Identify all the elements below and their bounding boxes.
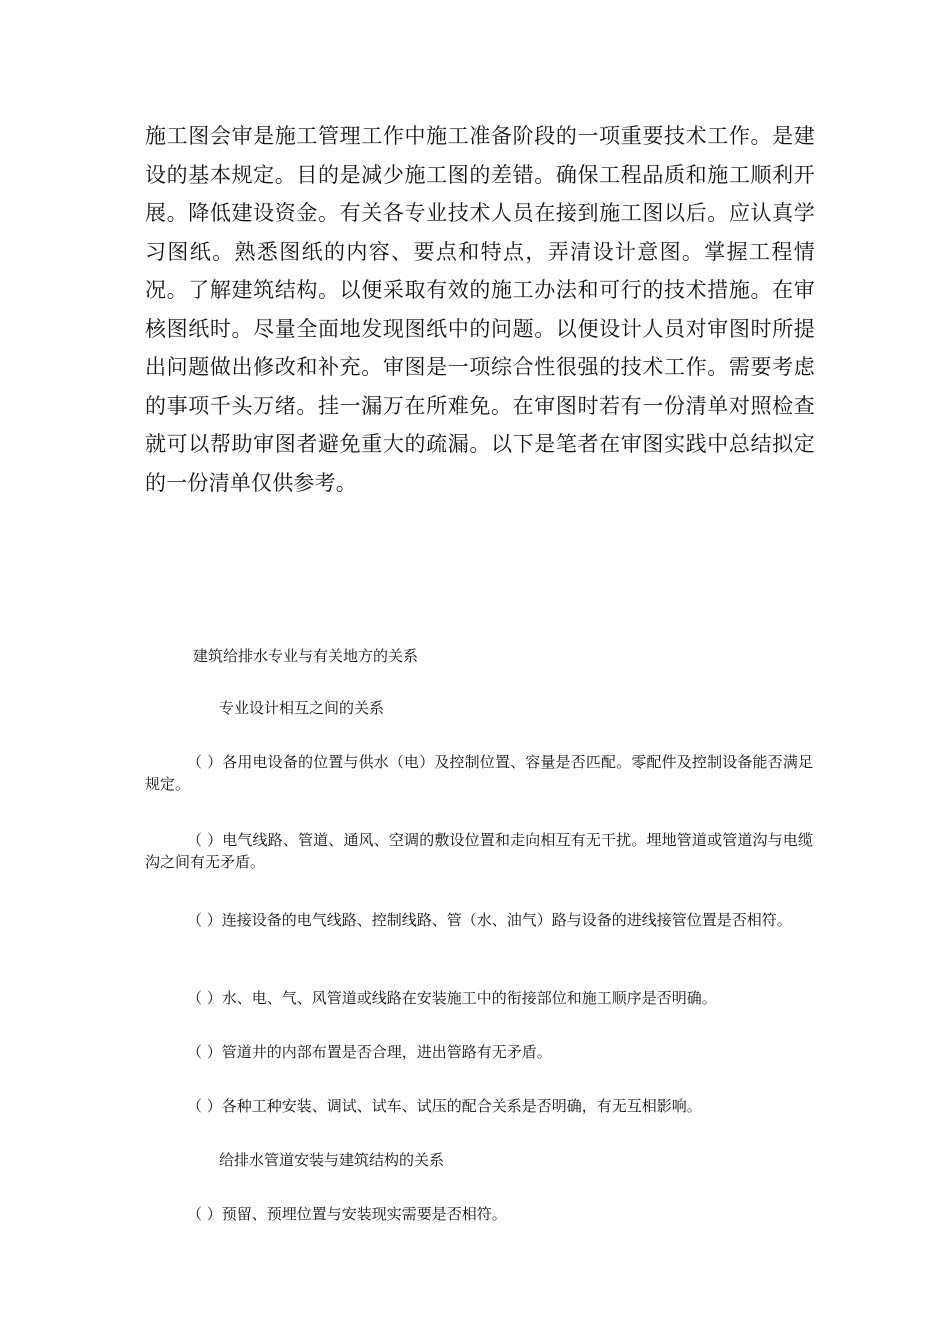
intro-paragraph: 施工图会审是施工管理工作中施工准备阶段的一项重要技术工作。是建设的基本规定。目的是减少施工图的差错。确保工程品质和施工顺利开展。降低建设资金。有关各专业技术人员在接到施工图以后。应认真学习图纸。熟悉图纸的内容、要点和特点，弄清设计意图。掌握工程情况。了解建筑结构。以便采取有效的施工办法和可行的技术措施。在审核图纸时。尽量全面地发现图纸中的问题。以便设计人员对审图时所提出问题做出修改和补充。审图是一项综合性很强的技术工作。需要考虑的事项千头万绪。挂一漏万在所难免。在审图时若有一份清单对照检查就可以帮助审图者避免重大的疏漏。以下是笔者在审图实践中总结拟定的一份清单仅供参考。: [145, 124, 815, 495]
section-heading: 建筑给排水专业与有关地方的关系: [193, 647, 419, 665]
checklist-item: （ ）连接设备的电气线路、控制线路、管（水、油气）路与设备的进线接管位置是否相符。: [187, 911, 792, 929]
checklist-item: （ ）各种工种安装、调试、试车、试压的配合关系是否明确，有无互相影响。: [187, 1097, 702, 1115]
checklist-item: （ ）管道井的内部布置是否合理，进出管路有无矛盾。: [187, 1043, 552, 1061]
checklist-item: （ ）电气线路、管道、通风、空调的敷设位置和走向相互有无干扰。埋地管道或管道沟与电缆沟之间有无矛盾。: [145, 831, 813, 871]
checklist-item: （ ）预留、预埋位置与安装现实需要是否相符。: [187, 1205, 507, 1223]
subsection-heading: 专业设计相互之间的关系: [219, 699, 385, 717]
subsection-heading: 给排水管道安装与建筑结构的关系: [219, 1151, 445, 1169]
checklist-item: （ ）水、电、气、风管道或线路在安装施工中的衔接部位和施工顺序是否明确。: [187, 989, 717, 1007]
checklist-item: （ ）各用电设备的位置与供水（电）及控制位置、容量是否匹配。零配件及控制设备能否满足规定。: [145, 753, 813, 793]
